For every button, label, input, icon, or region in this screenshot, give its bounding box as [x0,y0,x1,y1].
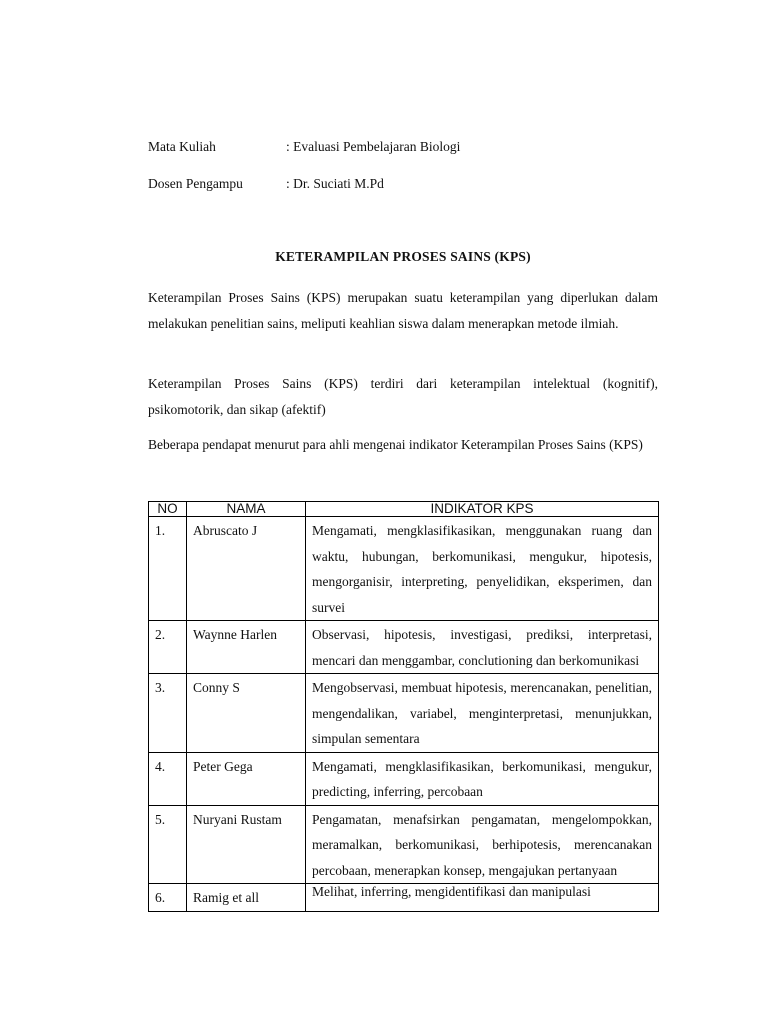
paragraph-components: Keterampilan Proses Sains (KPS) terdiri dari keterampilan intelektual (kognitif), psikomotorik, dan sikap (afektif) [148,376,658,417]
indicator-list: Mengobservasi, membuat hipotesis, merencanakan, penelitian, mengendalikan, variabel, menginterpretasi, menunjukkan, simpulan sementara [306,674,659,753]
table-header-row [149,502,659,517]
expert-name: Waynne Harlen [187,621,306,674]
row-number: 6. [149,884,187,912]
table-row [149,805,659,884]
indicator-list: Mengamati, mengklasifikasikan, berkomunikasi, mengukur, predicting, inferring, percobaan [306,752,659,805]
header-name: NAMA [187,502,306,517]
header-indicator: INDIKATOR KPS [306,502,659,517]
expert-name: Peter Gega [187,752,306,805]
course-label: Mata Kuliah [148,139,216,154]
row-number: 2. [149,621,187,674]
expert-name: Nuryani Rustam [187,805,306,884]
indicator-list: Melihat, inferring, mengidentifikasi dan manipulasi [306,884,659,912]
expert-name: Conny S [187,674,306,753]
document-title: KETERAMPILAN PROSES SAINS (KPS) [275,249,531,264]
table-row [149,674,659,753]
row-number: 1. [149,517,187,621]
paragraph-definition: Keterampilan Proses Sains (KPS) merupakan suatu keterampilan yang diperlukan dalam melakukan penelitian sains, meliputi keahlian siswa dalam menerapkan metode ilmiah. [148,290,658,331]
lecturer-label: Dosen Pengampu [148,176,243,191]
lecturer-value: : Dr. Suciati M.Pd [286,176,384,191]
indicator-list: Pengamatan, menafsirkan pengamatan, mengelompokkan, meramalkan, berkomunikasi, berhipotesis, merencanakan percobaan, menerapkan konsep, mengajukan pertanyaan [306,805,659,884]
row-number: 5. [149,805,187,884]
expert-name: Abruscato J [187,517,306,621]
table-row [149,752,659,805]
header-no: NO [149,502,187,517]
table-row [149,884,659,912]
table-row [149,621,659,674]
indicator-list: Observasi, hipotesis, investigasi, prediksi, interpretasi, mencari dan menggambar, conclutioning dan berkomunikasi [306,621,659,674]
row-number: 4. [149,752,187,805]
kps-indicator-table [148,501,659,912]
expert-name: Ramig et all [187,884,306,912]
paragraph-experts-intro: Beberapa pendapat menurut para ahli mengenai indikator Keterampilan Proses Sains (KPS) [148,437,643,452]
indicator-list: Mengamati, mengklasifikasikan, menggunakan ruang dan waktu, hubungan, berkomunikasi, mengukur, hipotesis, mengorganisir, interpreting, penyelidikan, eksperimen, dan survei [306,517,659,621]
course-value: : Evaluasi Pembelajaran Biologi [286,139,461,154]
row-number: 3. [149,674,187,753]
table-row [149,517,659,621]
